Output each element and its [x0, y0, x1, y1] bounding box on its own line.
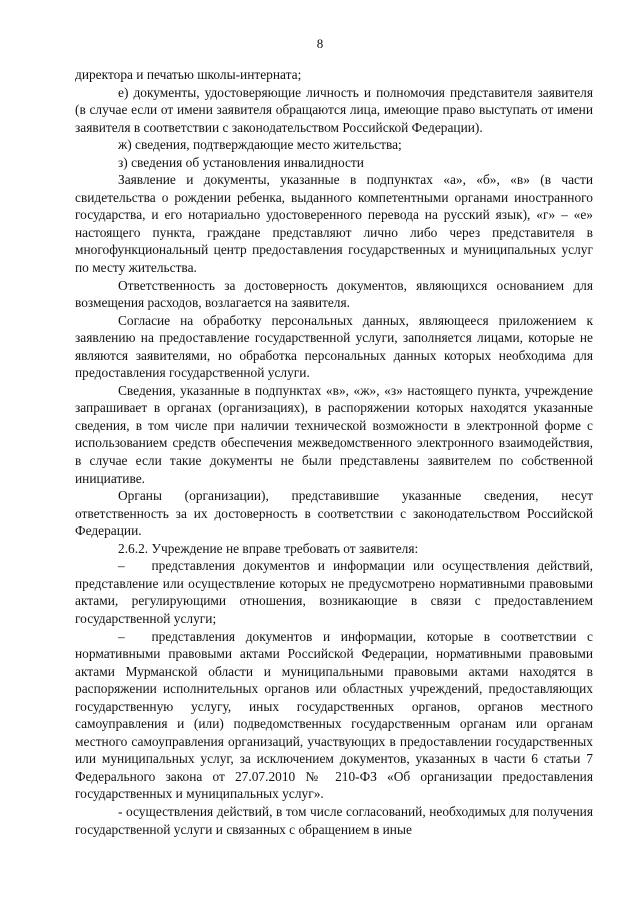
paragraph-item-e: е) документы, удостоверяющие личность и полномочия представителя заявителя (в случае если от имени заявителя обращаются лица, имеющие право выступать от имени заявителя в соответствии с законодательством Российской Федерации).: [75, 84, 593, 135]
paragraph-submission: Заявление и документы, указанные в подпунктах «а», «б», «в» (в части свидетельства о рождении ребенка, выданного компетентными органами иностранного государства, и его нотариально удостоверенного перевода на русский язык), «г» – «е» настоящего пункта, граждане представляют лично либо через представителя в многофункциональный центр предоставления государственных и муниципальных услуг по месту жительства.: [75, 172, 593, 276]
paragraph-continuation: директора и печатью школы-интерната;: [75, 67, 302, 82]
page-number: 8: [316, 36, 324, 51]
paragraph-requests: Сведения, указанные в подпунктах «в», «ж», «з» настоящего пункта, учреждение запрашивает в органах (организациях), в распоряжении которых находятся указанные сведения, в том числе при наличии технической возможности в электронной форме с использованием средств обеспечения межведомственного электронного взаимодействия, в случае если такие документы не были представлены заявителем по собственной инициативе.: [75, 382, 593, 486]
paragraph-item-zh: ж) сведения, подтверждающие место жительства;: [118, 137, 402, 153]
paragraph-responsibility: Ответственность за достоверность документов, являющихся основанием для возмещения расходов, возлагается на заявителя.: [75, 277, 593, 311]
document-body: [75, 66, 593, 838]
paragraph-consent: Согласие на обработку персональных данных, являющееся приложением к заявлению на предоставление государственной услуги, заполняется лицами, которые не являются заявителями, но обработка персональных данных которых необходима для предоставления государственной услуги.: [75, 312, 593, 381]
paragraph-organizations: Органы (организации), представившие указанные сведения, несут ответственность за их достоверность в соответствии с законодательством Российской Федерации.: [75, 488, 593, 539]
section-heading-2-6-2: 2.6.2. Учреждение не вправе требовать от заявителя:: [118, 540, 419, 556]
list-item-dash-1: – представления документов и информации или осуществления действий, представление или осуществление которых не предусмотрено нормативными правовыми актами, регулирующими отношения, возникающие в связи с предоставлением государственной услуги;: [75, 558, 593, 626]
list-item-dash-2: – представления документов и информации, которые в соответствии с нормативными правовыми актами Российской Федерации, нормативными правовыми актами Мурманской области и муниципальными правовыми актами находятся в распоряжении исполнительных органов или областных учреждений, предоставляющих государственную услугу, иных государственных органов, органов местного самоуправления и (или) подведомственных государственным органам или органам местного самоуправления организаций, участвующих в предоставлении государственных или муниципальных услуг, за исключением документов, указанных в части 6 статьи 7 Федерального закона от 27.07.2010 № 210-ФЗ «Об организации предоставления государственных и муниципальных услуг».: [75, 628, 593, 802]
paragraph-item-z: з) сведения об установления инвалидности: [118, 154, 364, 170]
list-item-dash-3: - осуществления действий, в том числе согласований, необходимых для получения государственной услуги и связанных с обращением в иные: [75, 803, 593, 837]
